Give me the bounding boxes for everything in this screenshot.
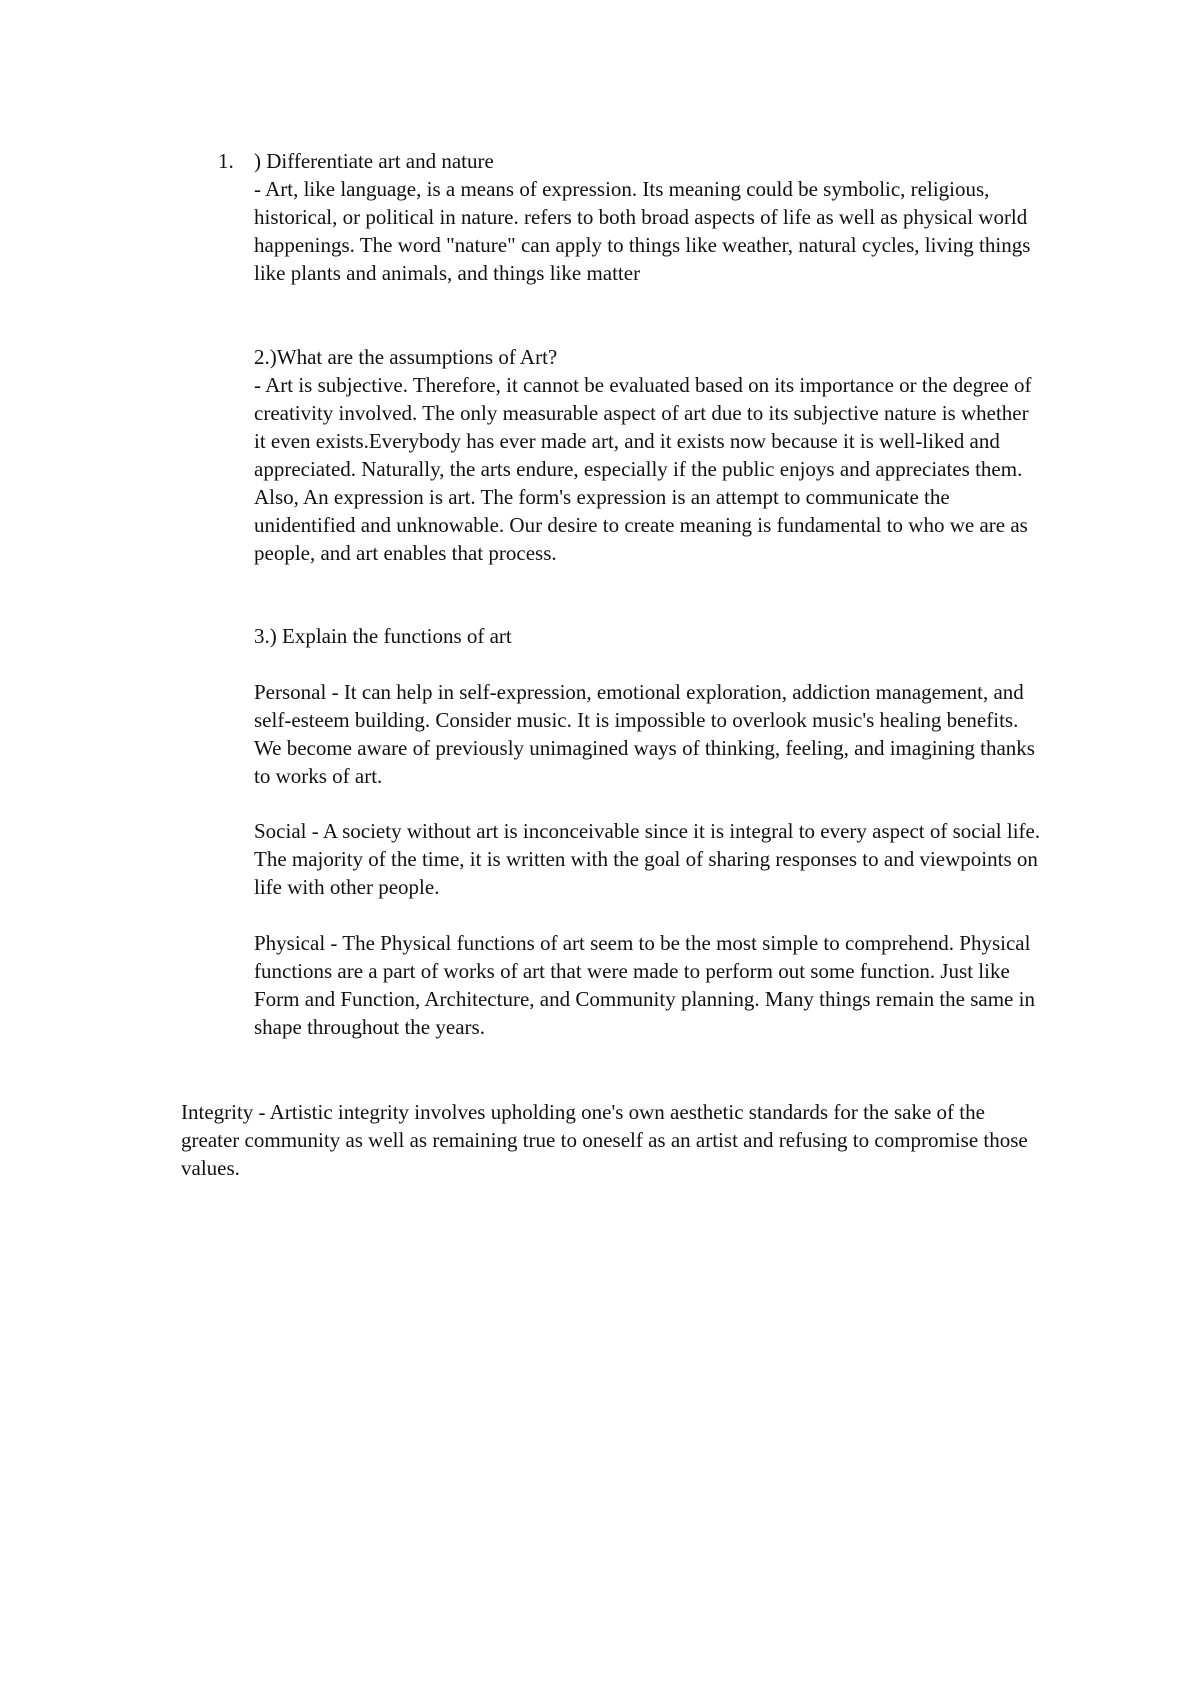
question-3 (254, 622, 1044, 650)
function-physical (254, 929, 1044, 1041)
question-1-body (254, 147, 1038, 287)
integrity-paragraph (181, 1098, 1041, 1182)
question-1-answer: - Art, like language, is a means of expression. Its meaning could be symbolic, religious, historical, or political in nature. refers to both broad aspects of life as well as physical world happenings. The word "nature" can apply to things like weather, natural cycles, living things like plants and animals, and things like matter (254, 177, 1031, 285)
question-2-heading: 2.)What are the assumptions of Art? (254, 345, 558, 369)
list-number: 1. (218, 149, 234, 173)
function-social (254, 817, 1044, 901)
function-social-text: Social - A society without art is inconceivable since it is integral to every aspect of social life. The majority of the time, it is written with the goal of sharing responses to and viewpoints on life with other people. (254, 819, 1041, 899)
question-2 (254, 343, 1044, 567)
question-1-heading: ) Differentiate art and nature (254, 149, 494, 173)
question-2-answer: - Art is subjective. Therefore, it cannot be evaluated based on its importance or the degree of creativity involved. The only measurable aspect of art due to its subjective nature is whether it even exists.Everybody has ever made art, and it exists now because it is well-liked and appreciated. Naturally, the arts endure, especially if the public enjoys and appreciates them. Also, An expression is art. The form's expression is an attempt to communicate the unidentified and unknowable. Our desire to create meaning is fundamental to who we are as people, and art enables that process. (254, 373, 1032, 565)
question-1 (218, 147, 1038, 287)
question-3-heading: 3.) Explain the functions of art (254, 624, 512, 648)
function-physical-text: Physical - The Physical functions of art seem to be the most simple to comprehend. Physical functions are a part of works of art that were made to perform out some function. Just like Form and Function, Architecture, and Community planning. Many things remain the same in shape throughout the years. (254, 931, 1035, 1039)
integrity-text: Integrity - Artistic integrity involves upholding one's own aesthetic standards for the sake of the greater community as well as remaining true to oneself as an artist and refusing to compromise those values. (181, 1100, 1028, 1180)
function-personal-text: Personal - It can help in self-expression, emotional exploration, addiction management, and self-esteem building. Consider music. It is impossible to overlook music's healing benefits. We become aware of previously unimagined ways of thinking, feeling, and imagining thanks to works of art. (254, 680, 1035, 788)
function-personal (254, 678, 1044, 790)
